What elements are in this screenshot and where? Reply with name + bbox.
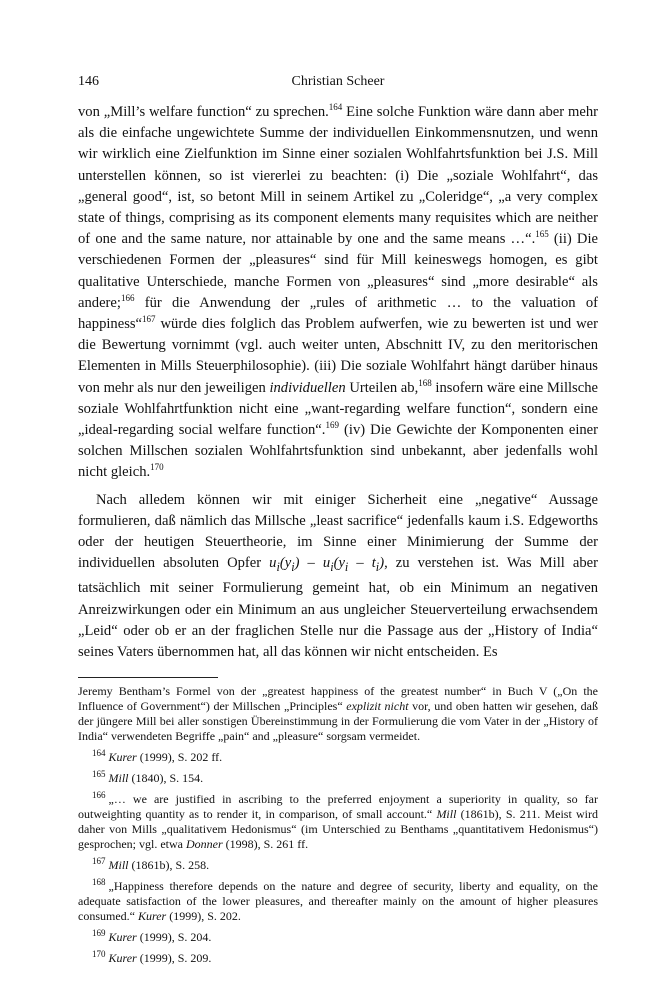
footnote-number: 164 [92, 748, 106, 759]
formula-sub: i [276, 560, 280, 575]
formula-part: – t [348, 555, 376, 572]
cited-author: Mill [108, 858, 129, 873]
footnote-165 [78, 771, 598, 786]
text-segment: „Happiness therefore depends on the nature and degree of security, liberty and equality, on the adequate satisfaction of the lower pleasures, and thereafter mainly on the amount of higher pleasures consumed.“ [78, 879, 598, 924]
running-header [78, 74, 598, 94]
footnote-ref: 164 [328, 102, 343, 113]
main-text [78, 102, 598, 663]
footnote-number: 165 [92, 769, 106, 780]
book-page [78, 74, 598, 972]
footnote-170 [78, 951, 598, 966]
footnote-ref: 165 [535, 229, 549, 240]
text-segment: , zu verstehen ist. Was Mill aber tatsächlich mit seiner Formulierung gemeint hat, ob ein Minimum an negativen Anreizwirkungen oder ein Minimum an aus ungleicher Steuerverteilung erwachsendem „Leid“ oder ob er an der fraglichen Stelle nur die Passage aus der „History of India“ seines Vaters übernommen hat, all das können wir nicht entscheiden. Es [78, 555, 598, 660]
cited-author: Kurer [137, 909, 167, 924]
footnote-167 [78, 858, 598, 873]
footnote-ref: 167 [142, 314, 156, 325]
formula-part: (y [333, 555, 345, 572]
footnote-number: 168 [92, 877, 106, 888]
footnote-number: 169 [92, 928, 106, 939]
text-segment: von „Mill’s welfare function“ zu sprechen. [78, 104, 329, 120]
cited-author: Kurer [108, 951, 137, 966]
text-segment: würde dies folglich das Problem aufwerfen, wie zu bewerten ist und wer die Bewertung vornimmt (vgl. auch weiter unten, Abschnitt IV, zu den meritorischen Elementen in Mills Steuerphilosophie). (iii) Die soziale Wohlfahrt hängt darüber hinaus von mehr als nur den jeweiligen [78, 316, 598, 396]
formula-sub: i [375, 560, 380, 575]
cited-author: Kurer [108, 750, 137, 765]
footnote-ref: 166 [120, 292, 135, 303]
text-segment: Nach alledem können wir mit einiger Sicherheit eine „negative“ Aussage formulieren, daß nämlich das Millsche „least sacrifice“ jedenfalls kaum i.S. Edgeworths oder der heutigen Steuertheorie, im Sinne einer Minimierung der Summe der individuellen absoluten Opfer [78, 491, 598, 572]
text-segment: Urteilen ab, [345, 379, 419, 396]
footnote-168 [78, 879, 598, 924]
text-segment: insofern wäre eine Millsche soziale Wohlfahrtfunktion nicht eine „want-regarding welfare function“, sondern eine „ideal-regarding social welfare function“. [78, 379, 598, 439]
cited-author: Kurer [108, 930, 137, 945]
formula-part: ) – u [294, 555, 331, 572]
text-segment: (1998), S. 261 ff. [222, 837, 309, 852]
footnote-number: 167 [92, 856, 106, 867]
formula-sub: i [344, 560, 349, 575]
footnote-ref: 169 [325, 420, 339, 431]
text-segment: (1999), S. 202 ff. [136, 750, 223, 765]
text-segment: Eine solche Funktion wäre dann aber mehr als die einfache ungewichtete Summe der individuellen Einkommensnutzen, und wenn wir wirklich eine Zielfunktion im Sinne einer sozialen Wohlfahrtsfunktion bei J.S. Mill unterstellen können, so ist viererlei zu beachten: (i) Die „soziale Wohlfahrt“, das „general good“, ist, so betont Mill in seinem Artikel zu „Coleridge“, „a very complex state of things, comprising as its component elements many requisites which are neither of one and the same nature, nor attainable by one and the same means …“. [78, 104, 598, 248]
text-segment: (1861b), S. 211. Meist wird daher von Mills „qualitativem Hedonismus“ (im Unterschied zu Benthams „quantitativem Hedonismus“) gesprochen; vgl. etwa [78, 807, 598, 852]
emphasis: explizit nicht [346, 699, 409, 714]
formula-sub: i [330, 560, 334, 575]
footnote-number: 170 [92, 949, 106, 960]
cited-author: Mill [436, 807, 457, 822]
text-segment: (1861b), S. 258. [128, 858, 210, 873]
paragraph-2 [78, 490, 598, 664]
text-segment: für die Anwendung der „rules of arithmetic … to the valuation of happiness“ [78, 294, 598, 333]
formula [269, 555, 385, 575]
emphasis: individuellen [269, 379, 346, 396]
footnote-166 [78, 792, 598, 852]
footnote-ref: 170 [150, 462, 164, 473]
formula-part: u [269, 555, 277, 572]
paragraph-1 [78, 102, 598, 484]
formula-part: (y [279, 555, 292, 572]
text-segment: (1999), S. 209. [136, 951, 212, 966]
footnote-continued [78, 684, 598, 744]
footnote-divider [78, 677, 218, 678]
cited-author: Mill [108, 771, 129, 786]
cited-author: Donner [185, 837, 223, 852]
running-head-author: Christian Scheer [291, 74, 385, 89]
formula-sub: i [291, 560, 295, 575]
formula-part: ) [379, 555, 385, 572]
footnotes [78, 684, 598, 966]
text-segment: Jeremy Bentham’s Formel von der „greatest happiness of the greatest number“ in Buch V („On the Influence of Government“) der Millschen „Principles“ [78, 684, 598, 714]
text-segment: (iv) Die Gewichte der Komponenten einer solchen Millschen sozialen Wohlfahrtsfunktion sind unbekannt, aber jedenfalls wohl nicht gleich. [78, 422, 599, 481]
text-segment: (1999), S. 202. [166, 909, 241, 924]
text-segment: (ii) Die verschiedenen Formen der „pleasures“ sind für Mill keineswegs homogen, es gibt qualitative Unterschiede, manche Formen von „pleasures“ sind „more desirable“ als andere; [78, 231, 598, 311]
text-segment: vor, und oben hatten wir gesehen, daß der jüngere Mill bei aller sonstigen Übereinstimmung in der Formulierung die vom Vater in der „History of India“ verwendeten Begriffe „pain“ and „pleasure“ sorgsam vermeidet. [78, 699, 598, 744]
footnote-169 [78, 930, 598, 945]
page-number: 146 [78, 74, 99, 89]
footnote-164 [78, 750, 598, 765]
text-segment: (1840), S. 154. [128, 771, 204, 786]
footnote-ref: 168 [418, 377, 432, 388]
text-segment: (1999), S. 204. [136, 930, 212, 945]
footnote-number: 166 [92, 790, 106, 801]
text-segment: „… we are justified in ascribing to the preferred enjoyment a superiority in quality, so far outweighting quantity as to render it, in comparison, of small account.“ [78, 792, 598, 822]
